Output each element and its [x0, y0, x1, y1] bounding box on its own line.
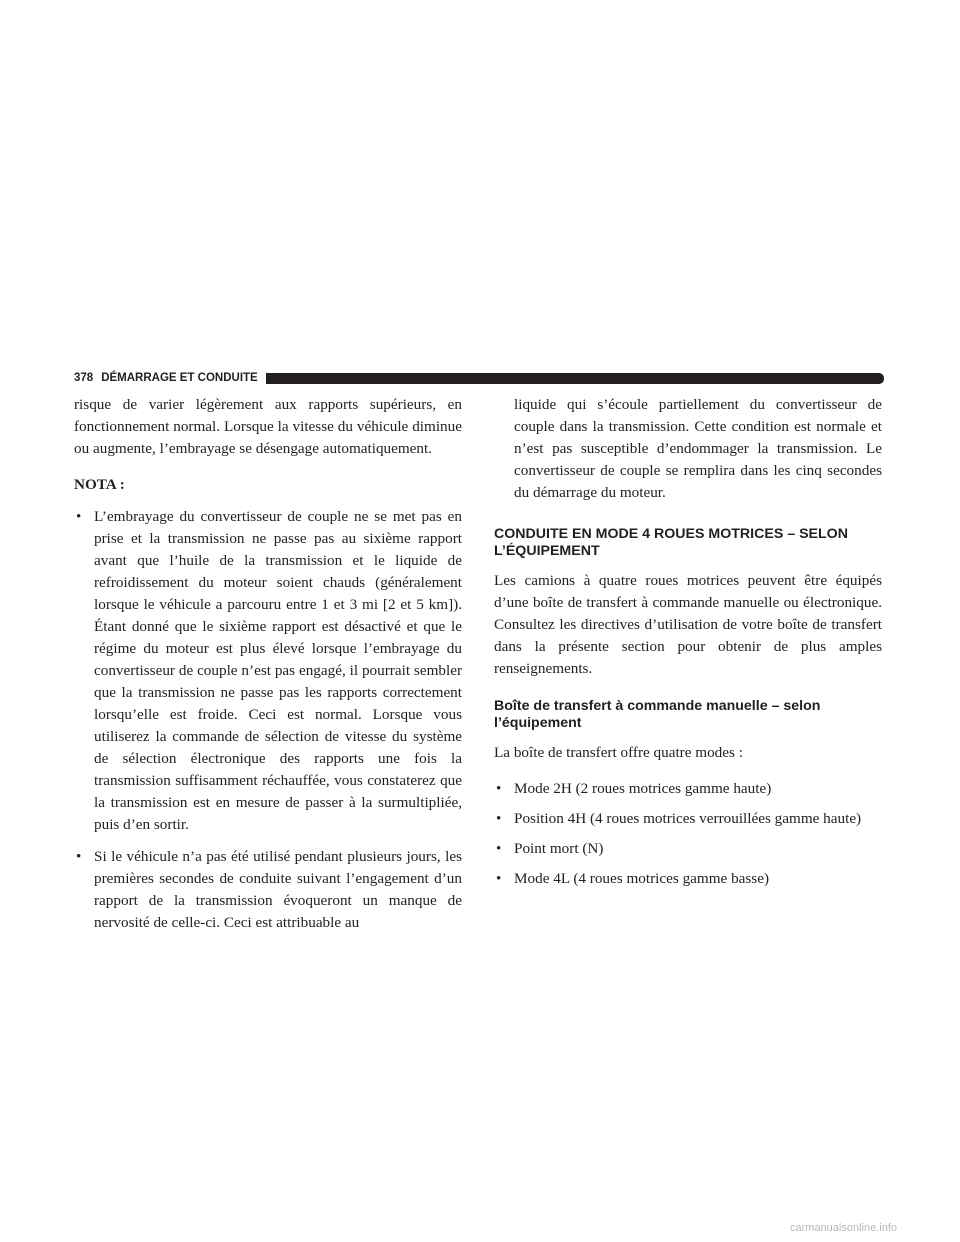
- list-item: [74, 506, 462, 836]
- bullet-icon: •: [76, 508, 82, 525]
- bullet-icon: •: [496, 840, 502, 857]
- list-item: [494, 808, 882, 830]
- header-rule: [266, 373, 884, 384]
- paragraph-4wd: Les camions à quatre roues motrices peuvent être équipés d’une boîte de transfert à commande manuelle ou électronique. Consultez les directives d’utilisation de votre boîte de transfert dans la présente section pour obtenir de plus amples renseignements.: [494, 572, 882, 677]
- page-number: 378: [74, 372, 94, 384]
- mode-text: Position 4H (4 roues motrices verrouillées gamme haute): [514, 810, 862, 827]
- list-item: [494, 868, 882, 890]
- watermark: carmanualsonline.info: [790, 1222, 898, 1234]
- list-item: [494, 778, 882, 800]
- list-item: [494, 838, 882, 860]
- bullet-icon: •: [76, 848, 82, 865]
- modes-list: [494, 778, 882, 890]
- bullet-icon: •: [496, 810, 502, 827]
- nota-bullet-list: [74, 506, 462, 934]
- section-heading-4wd: CONDUITE EN MODE 4 ROUES MOTRICES – SELON L’ÉQUIPEMENT: [494, 526, 848, 559]
- page-header: [74, 368, 884, 388]
- bullet-icon: •: [496, 780, 502, 797]
- bullet-continuation: liquide qui s’écoule partiellement du convertisseur de couple dans la transmission. Cette condition est normale et n’est pas susceptible d’endommager la transmission. Le convertisseur de couple se remplira dans les cinq secondes du démarrage du moteur.: [514, 396, 882, 501]
- nota-label: NOTA :: [74, 476, 125, 493]
- right-column: [494, 394, 882, 898]
- mode-text: Mode 4L (4 roues motrices gamme basse): [514, 870, 770, 887]
- bullet-text: Si le véhicule n’a pas été utilisé pendant plusieurs jours, les premières secondes de conduite suivant l’engagement d’un rapport de la transmission évoqueront un manque de nervosité de celle-ci. Ceci est attribuable au: [94, 848, 462, 931]
- list-item: [74, 846, 462, 934]
- mode-text: Point mort (N): [514, 840, 604, 857]
- mode-text: Mode 2H (2 roues motrices gamme haute): [514, 780, 772, 797]
- paragraph-modes-intro: La boîte de transfert offre quatre modes :: [494, 744, 743, 761]
- section-title: DÉMARRAGE ET CONDUITE: [101, 372, 258, 384]
- left-column: [74, 394, 462, 944]
- bullet-icon: •: [496, 870, 502, 887]
- intro-paragraph: risque de varier légèrement aux rapports supérieurs, en fonctionnement normal. Lorsque la vitesse du véhicule diminue ou augmente, l’embrayage se désengage automatiquement.: [74, 396, 462, 457]
- subsection-heading-transfer-case: Boîte de transfert à commande manuelle – selon l’équipement: [494, 698, 821, 731]
- bullet-text: L’embrayage du convertisseur de couple ne se met pas en prise et la transmission ne passe pas au sixième rapport avant que l’huile de la transmission et le liquide de refroidissement du moteur soient chauds (généralement lorsque le véhicule a parcouru entre 1 et 3 mi [2 et 5 km]). Étant donné que le sixième rapport est désactivé et que le régime du moteur est plus élevé lorsque l’embrayage du convertisseur de couple n’est pas engagé, il pourrait sembler que la transmission ne passe pas les rapports correctement lorsqu’elle est froide. Ceci est normal. Lorsque vous utiliserez la commande de sélection de vitesse du système de sélection électronique des rapports une fois la transmission suffisamment réchauffée, vous constaterez que la transmission est en mesure de passer à la surmultipliée, puis d’en sortir.: [94, 508, 462, 833]
